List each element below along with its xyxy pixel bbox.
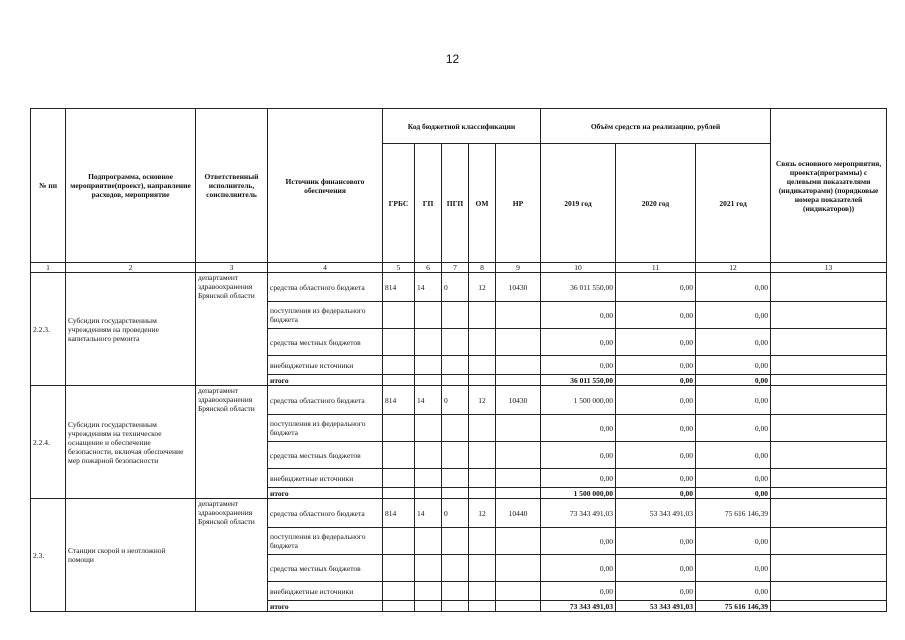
row-2019: 0,00	[541, 528, 616, 555]
row-2019: 73 343 491,03	[541, 601, 616, 612]
row-nr	[496, 528, 541, 555]
row-om	[469, 302, 496, 329]
col-number: 9	[496, 263, 541, 273]
row-2019: 0,00	[541, 469, 616, 488]
row-pgp	[442, 555, 469, 582]
row-link	[771, 601, 887, 612]
row-2019: 0,00	[541, 302, 616, 329]
row-2021: 0,00	[696, 488, 771, 499]
row-2021: 0,00	[696, 582, 771, 601]
column-numbers-row	[31, 263, 887, 273]
row-program: Субсидии государственным учреждениям на проведение капитального ремонта	[66, 273, 196, 386]
row-2019: 0,00	[541, 329, 616, 356]
row-pgp	[442, 415, 469, 442]
header-source: Источник финансового обеспечения	[268, 109, 383, 263]
row-nr	[496, 488, 541, 499]
row-2021: 75 616 146,39	[696, 499, 771, 528]
row-2019: 0,00	[541, 415, 616, 442]
row-2021: 0,00	[696, 273, 771, 302]
row-om	[469, 415, 496, 442]
row-source: внебюджетные источники	[268, 469, 383, 488]
row-2020: 0,00	[616, 469, 696, 488]
header-executor: Ответственный исполнитель, соисполнитель	[196, 109, 268, 263]
row-link	[771, 415, 887, 442]
col-number: 13	[771, 263, 887, 273]
row-nr	[496, 469, 541, 488]
row-2020: 0,00	[616, 375, 696, 386]
row-2020: 53 343 491,03	[616, 499, 696, 528]
row-pgp: 0	[442, 273, 469, 302]
row-executor: департамент здравоохранения Брянской области	[196, 499, 268, 612]
table-row	[31, 273, 887, 302]
row-executor: департамент здравоохранения Брянской области	[196, 386, 268, 499]
row-om	[469, 601, 496, 612]
row-source: средства областного бюджета	[268, 273, 383, 302]
row-om: 12	[469, 499, 496, 528]
row-2019: 73 343 491,03	[541, 499, 616, 528]
row-link	[771, 302, 887, 329]
row-pgp	[442, 356, 469, 375]
row-pgp	[442, 601, 469, 612]
row-2021: 0,00	[696, 528, 771, 555]
row-nr	[496, 329, 541, 356]
row-2021: 0,00	[696, 375, 771, 386]
row-2020: 0,00	[616, 555, 696, 582]
row-source: поступления из федерального бюджета	[268, 415, 383, 442]
row-nr: 10440	[496, 499, 541, 528]
row-2020: 53 343 491,03	[616, 601, 696, 612]
header-grbs: ГРБС	[383, 144, 415, 263]
row-2021: 0,00	[696, 386, 771, 415]
col-number: 8	[469, 263, 496, 273]
row-program: Станции скорой и неотложной помощи	[66, 499, 196, 612]
row-2019: 0,00	[541, 356, 616, 375]
row-gp	[415, 528, 442, 555]
header-nr: НР	[496, 144, 541, 263]
row-pgp	[442, 488, 469, 499]
row-2020: 0,00	[616, 415, 696, 442]
row-link	[771, 582, 887, 601]
col-number: 1	[31, 263, 66, 273]
header-2019: 2019 год	[541, 144, 616, 263]
page-number: 12	[445, 52, 460, 66]
row-program: Субсидии государственным учреждениям на техническое оснащение и обеспечение безопасности, включая обеспечение мер пожарной безопасности	[66, 386, 196, 499]
row-2021: 0,00	[696, 469, 771, 488]
row-om	[469, 555, 496, 582]
row-num: 2.2.4.	[31, 386, 66, 499]
row-pgp	[442, 469, 469, 488]
row-2021: 0,00	[696, 415, 771, 442]
row-grbs	[383, 488, 415, 499]
row-grbs	[383, 528, 415, 555]
row-link	[771, 356, 887, 375]
row-pgp	[442, 375, 469, 386]
header-om: ОМ	[469, 144, 496, 263]
row-grbs	[383, 415, 415, 442]
row-2019: 1 500 000,00	[541, 386, 616, 415]
row-om: 12	[469, 273, 496, 302]
row-pgp: 0	[442, 499, 469, 528]
row-executor: департамент здравоохранения Брянской области	[196, 273, 268, 386]
row-pgp	[442, 528, 469, 555]
row-source: поступления из федерального бюджета	[268, 528, 383, 555]
row-link	[771, 329, 887, 356]
row-2020: 0,00	[616, 582, 696, 601]
header-program: Подпрограмма, основное мероприятие(проект), направление расходов, мероприятие	[66, 109, 196, 263]
row-2020: 0,00	[616, 356, 696, 375]
row-om	[469, 442, 496, 469]
row-2019: 36 011 550,00	[541, 273, 616, 302]
row-link	[771, 273, 887, 302]
row-2019: 1 500 000,00	[541, 488, 616, 499]
header-row-1	[31, 109, 887, 144]
row-source: средства областного бюджета	[268, 499, 383, 528]
row-gp	[415, 375, 442, 386]
row-2021: 0,00	[696, 356, 771, 375]
row-link	[771, 499, 887, 528]
row-grbs	[383, 601, 415, 612]
row-gp: 14	[415, 386, 442, 415]
row-om	[469, 488, 496, 499]
row-source: поступления из федерального бюджета	[268, 302, 383, 329]
row-num: 2.2.3.	[31, 273, 66, 386]
row-gp	[415, 555, 442, 582]
header-2020: 2020 год	[616, 144, 696, 263]
row-grbs	[383, 375, 415, 386]
header-num: № пп	[31, 109, 66, 263]
row-om	[469, 356, 496, 375]
row-2020: 0,00	[616, 442, 696, 469]
col-number: 7	[442, 263, 469, 273]
row-grbs: 814	[383, 386, 415, 415]
row-source: внебюджетные источники	[268, 582, 383, 601]
row-2021: 75 616 146,39	[696, 601, 771, 612]
row-gp: 14	[415, 273, 442, 302]
col-number: 6	[415, 263, 442, 273]
header-link: Связь основного мероприятия, проекта(программы) с целевыми показателями (индикаторами) (порядковые номера показателей (индикаторов))	[771, 109, 887, 263]
row-source: итого	[268, 375, 383, 386]
row-nr	[496, 555, 541, 582]
row-source: средства местных бюджетов	[268, 555, 383, 582]
row-om	[469, 469, 496, 488]
header-2021: 2021 год	[696, 144, 771, 263]
row-source: средства местных бюджетов	[268, 442, 383, 469]
row-link	[771, 375, 887, 386]
row-gp	[415, 302, 442, 329]
row-source: внебюджетные источники	[268, 356, 383, 375]
header-budget-codes: Код бюджетной классификации	[383, 109, 541, 144]
row-gp	[415, 469, 442, 488]
row-grbs	[383, 582, 415, 601]
row-nr	[496, 302, 541, 329]
row-2019: 36 011 550,00	[541, 375, 616, 386]
row-grbs	[383, 329, 415, 356]
row-pgp: 0	[442, 386, 469, 415]
budget-table	[30, 108, 887, 612]
row-2020: 0,00	[616, 386, 696, 415]
row-source: итого	[268, 601, 383, 612]
row-2021: 0,00	[696, 555, 771, 582]
row-nr	[496, 375, 541, 386]
col-number: 12	[696, 263, 771, 273]
row-2020: 0,00	[616, 302, 696, 329]
row-nr	[496, 415, 541, 442]
row-nr	[496, 442, 541, 469]
col-number: 3	[196, 263, 268, 273]
row-nr: 10430	[496, 273, 541, 302]
row-link	[771, 555, 887, 582]
row-gp	[415, 329, 442, 356]
row-nr	[496, 601, 541, 612]
row-pgp	[442, 302, 469, 329]
row-2019: 0,00	[541, 442, 616, 469]
row-grbs	[383, 356, 415, 375]
row-gp	[415, 601, 442, 612]
col-number: 2	[66, 263, 196, 273]
row-2020: 0,00	[616, 488, 696, 499]
col-number: 10	[541, 263, 616, 273]
row-num: 2.3.	[31, 499, 66, 612]
row-pgp	[442, 582, 469, 601]
row-om: 12	[469, 386, 496, 415]
row-gp	[415, 582, 442, 601]
row-pgp	[442, 329, 469, 356]
row-grbs	[383, 442, 415, 469]
row-gp	[415, 356, 442, 375]
col-number: 5	[383, 263, 415, 273]
row-2021: 0,00	[696, 329, 771, 356]
row-grbs	[383, 469, 415, 488]
row-2020: 0,00	[616, 273, 696, 302]
row-nr	[496, 582, 541, 601]
row-link	[771, 488, 887, 499]
row-om	[469, 528, 496, 555]
row-grbs: 814	[383, 499, 415, 528]
table-row	[31, 386, 887, 415]
row-2021: 0,00	[696, 302, 771, 329]
col-number: 11	[616, 263, 696, 273]
row-gp: 14	[415, 499, 442, 528]
row-gp	[415, 488, 442, 499]
row-nr	[496, 356, 541, 375]
table-row	[31, 499, 887, 528]
row-source: средства областного бюджета	[268, 386, 383, 415]
row-link	[771, 442, 887, 469]
row-link	[771, 386, 887, 415]
row-2019: 0,00	[541, 555, 616, 582]
header-funds: Объём средств на реализацию, рублей	[541, 109, 771, 144]
row-link	[771, 469, 887, 488]
row-2020: 0,00	[616, 329, 696, 356]
row-source: итого	[268, 488, 383, 499]
row-om	[469, 375, 496, 386]
row-nr: 10430	[496, 386, 541, 415]
row-2019: 0,00	[541, 582, 616, 601]
col-number: 4	[268, 263, 383, 273]
row-gp	[415, 442, 442, 469]
row-grbs	[383, 555, 415, 582]
row-grbs	[383, 302, 415, 329]
row-om	[469, 582, 496, 601]
row-2021: 0,00	[696, 442, 771, 469]
header-pgp: ПГП	[442, 144, 469, 263]
row-link	[771, 528, 887, 555]
row-om	[469, 329, 496, 356]
header-gp: ГП	[415, 144, 442, 263]
row-pgp	[442, 442, 469, 469]
row-gp	[415, 415, 442, 442]
row-2020: 0,00	[616, 528, 696, 555]
row-grbs: 814	[383, 273, 415, 302]
row-source: средства местных бюджетов	[268, 329, 383, 356]
